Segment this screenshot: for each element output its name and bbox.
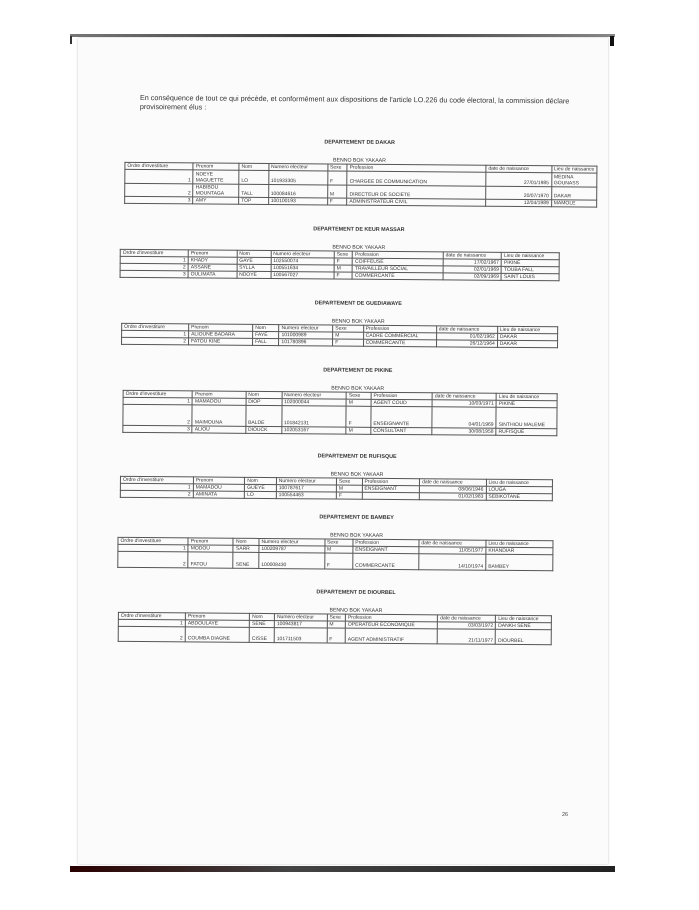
cell-nom: TALL <box>239 184 269 197</box>
cell-prenom: ABDOULAYE <box>185 620 249 628</box>
cell-ordre: 1 <box>118 544 188 552</box>
party-name: BENNO BOK YAKAAR <box>331 318 385 325</box>
cell-numero: 100008430 <box>259 552 325 569</box>
cell-nom: GAYE <box>237 257 271 264</box>
column-header-ordre-d-investiture: Ordre d'investiture <box>122 323 189 331</box>
department-title: DEPARTEMENT DE RUFISQUE <box>317 453 397 461</box>
cell-date: 04/01/1969 <box>432 407 496 429</box>
department-section-bambey <box>120 513 576 571</box>
cell-numero: 101780896 <box>279 339 333 346</box>
cell-numero: 101711503 <box>274 628 327 643</box>
scan-corner-mark-right <box>610 36 614 46</box>
cell-prenom: MODOU <box>188 545 233 552</box>
cell-date: 01/02/1962 <box>436 333 497 340</box>
column-header-lieu-de-naissance: Lieu de naissance <box>486 479 552 487</box>
cell-profession: CHARGEE DE COMMUNICATION <box>347 171 486 186</box>
department-section-pikine <box>125 366 578 436</box>
candidates-table <box>117 537 553 571</box>
table-row <box>118 551 553 570</box>
cell-ordre: 2 <box>120 263 188 271</box>
cell-prenom: HABIBOU MOUNTAGA <box>193 184 239 197</box>
cell-lieu: DAKAR <box>551 187 596 200</box>
intro-paragraph: En conséquence de tout ce qui précède, et conformément aux dispositions de l'article LO.226 du code électoral, la commission déclare provisoirement élus : <box>139 93 570 112</box>
column-header-sexe: Sexe <box>328 164 348 171</box>
cell-ordre: 3 <box>123 425 192 433</box>
cell-numero: 102000044 <box>282 399 347 407</box>
cell-prenom: MAMADOU <box>193 484 245 491</box>
cell-profession: OPERATEUR ECONOMIQUE <box>345 621 437 629</box>
cell-ordre: 3 <box>125 196 193 204</box>
cell-nom: FALL <box>253 338 279 345</box>
cell-prenom: AMY <box>193 197 239 204</box>
department-title: DEPARTEMENT DE KEUR MASSAR <box>313 226 405 234</box>
column-header-sexe: Sexe <box>346 392 371 399</box>
cell-lieu: DAKAR <box>497 333 557 340</box>
cell-profession: CADRE COMMERCIAL <box>363 332 436 340</box>
department-section-guediawaye <box>124 299 578 348</box>
cell-numero: 101842131 <box>281 406 346 428</box>
cell-date: 10/03/1971 <box>432 400 496 408</box>
cell-sexe: F <box>336 492 362 499</box>
candidates-table <box>122 390 557 436</box>
department-title: DEPARTEMENT DE PIKINE <box>323 367 393 374</box>
cell-ordre: 1 <box>123 397 192 405</box>
cell-numero: 102550074 <box>271 258 334 265</box>
cell-nom: SARR <box>233 545 259 552</box>
cell-lieu: DAKAR <box>497 340 557 347</box>
cell-prenom: MAMADOU <box>192 398 245 405</box>
column-header-numero-electeur: Numero electeur <box>268 164 327 171</box>
department-title: DEPARTEMENT DE BAMBEY <box>319 514 394 522</box>
cell-profession <box>362 492 420 499</box>
cell-prenom: ALIOUNE BADARA <box>189 331 253 339</box>
cell-profession: ENSEIGNANTE <box>371 406 432 427</box>
column-header-numero-electeur: Numero electeur <box>282 392 347 400</box>
column-header-prenom: Prenom <box>189 324 253 332</box>
cell-sexe: F <box>346 406 371 427</box>
column-header-profession: Profession <box>363 325 436 333</box>
column-header-prenom: Prenom <box>193 391 246 398</box>
column-header-ordre-d-investiture: Ordre d'investiture <box>120 249 188 257</box>
cell-numero: 101000989 <box>279 332 333 339</box>
column-header-date-de-naissance: date de naissance <box>438 615 496 622</box>
cell-prenom: FATOU <box>188 552 233 568</box>
cell-ordre: 1 <box>122 330 189 338</box>
cell-prenom: OULIMATA <box>188 271 236 278</box>
column-header-date-de-naissance: date de naissance <box>436 326 497 333</box>
cell-numero: 100084616 <box>268 185 327 198</box>
cell-profession: AGENT COUD <box>371 399 432 406</box>
column-header-lieu-de-naissance: Lieu de naissance <box>502 252 560 259</box>
cell-ordre: 1 <box>120 256 188 264</box>
cell-prenom: KHADY <box>188 257 236 264</box>
department-title: DEPARTEMENT DE DAKAR <box>324 139 395 147</box>
cell-sexe: M <box>334 265 352 272</box>
cell-nom: LO <box>239 170 269 184</box>
cell-date: 02/09/1969 <box>443 273 502 280</box>
cell-nom: CISSE <box>249 627 274 642</box>
department-section-diourbel <box>120 588 576 645</box>
cell-sexe: M <box>346 427 371 434</box>
party-name: BENNO BOK YAKAAR <box>333 157 386 164</box>
column-header-profession: Profession <box>347 164 486 172</box>
cell-numero: 100567027 <box>271 272 334 279</box>
department-section-dakar <box>127 138 595 207</box>
cell-lieu: SAINT LOUIS <box>501 273 559 280</box>
scan-corner-mark-left <box>70 36 72 44</box>
cell-numero: 100943817 <box>274 621 327 628</box>
cell-prenom: ALIOU <box>192 426 245 433</box>
cell-date: 21/11/1977 <box>437 629 495 644</box>
cell-sexe: F <box>333 339 363 346</box>
cell-prenom: COUMBA DIAGNE <box>185 627 249 643</box>
cell-lieu: MEDINA GOUNASS <box>551 173 596 187</box>
column-header-date-de-naissance: date de naissance <box>420 479 486 487</box>
cell-ordre: 3 <box>120 270 188 278</box>
cell-prenom: NDEYE MAGUETTE <box>193 170 239 184</box>
column-header-ordre-d-investiture: Ordre d'investiture <box>125 162 193 170</box>
cell-lieu: DIOURBEL <box>496 629 552 644</box>
cell-sexe: M <box>333 332 363 339</box>
column-header-lieu-de-naissance: Lieu de naissance <box>552 166 597 173</box>
candidates-table <box>124 162 597 208</box>
column-header-nom: Nom <box>245 477 277 484</box>
cell-profession: COMMERCANTE <box>352 272 443 280</box>
cell-profession: COMMERCANTE <box>353 553 419 570</box>
cell-numero: 100551634 <box>271 265 334 272</box>
cell-nom: SYLLA <box>237 264 271 271</box>
cell-nom: BALDE <box>246 405 282 426</box>
cell-date: 11/05/1977 <box>419 547 486 555</box>
column-header-numero-electeur: Numero electeur <box>276 478 336 485</box>
cell-lieu: PIKINE <box>496 400 557 407</box>
cell-lieu: KHANDIAR <box>486 547 553 555</box>
column-header-prenom: Prenom <box>193 163 239 170</box>
cell-date: 08/06/1946 <box>420 486 486 494</box>
column-header-numero-electeur: Numero electeur <box>259 538 325 546</box>
column-header-profession: Profession <box>371 392 432 399</box>
cell-numero: 100209787 <box>259 545 325 553</box>
cell-date: 27/01/1985 <box>486 172 552 187</box>
cell-date: 12/04/1989 <box>486 199 552 207</box>
cell-nom: LO <box>245 491 277 498</box>
scan-bottom-edge <box>70 866 615 872</box>
column-header-date-de-naissance: date de naissance <box>486 165 552 173</box>
column-header-sexe: Sexe <box>327 614 346 621</box>
cell-ordre: 2 <box>118 551 188 568</box>
cell-prenom: FATOU KINE <box>189 338 253 346</box>
cell-date: 01/02/1983 <box>419 493 485 501</box>
column-header-prenom: Prenom <box>193 477 245 484</box>
cell-ordre: 1 <box>118 619 185 627</box>
cell-lieu: TOUBA FALL <box>501 266 559 273</box>
table-row <box>123 404 557 428</box>
cell-date: 02/01/1969 <box>443 266 502 273</box>
column-header-profession: Profession <box>345 614 437 622</box>
cell-profession: TRAVAILLEUR SOCIAL <box>352 265 443 273</box>
cell-sexe: F <box>327 628 346 643</box>
cell-prenom: AMINATA <box>193 491 245 498</box>
cell-lieu: LOUGA <box>486 486 552 494</box>
cell-ordre: 2 <box>118 626 185 642</box>
column-header-sexe: Sexe <box>334 251 352 258</box>
party-name: BENNO BOK YAKAAR <box>330 471 384 478</box>
candidates-table <box>118 612 552 645</box>
column-header-date-de-naissance: date de naissance <box>432 393 496 401</box>
column-header-prenom: Prenom <box>188 538 233 545</box>
cell-numero: 102053167 <box>281 427 346 435</box>
cell-sexe: F <box>324 553 352 569</box>
cell-lieu: SINTHIOU MALEME <box>496 407 557 428</box>
cell-nom: SENE <box>250 620 275 627</box>
cell-ordre: 2 <box>123 404 193 426</box>
cell-profession: COIFFEUSE <box>352 258 443 266</box>
cell-sexe: M <box>327 621 346 628</box>
column-header-nom: Nom <box>246 391 282 398</box>
candidates-table <box>121 323 558 348</box>
column-header-profession: Profession <box>362 478 420 485</box>
departments-list <box>120 138 595 645</box>
cell-ordre: 1 <box>125 169 194 184</box>
column-header-prenom: Prenom <box>188 250 236 257</box>
column-header-lieu-de-naissance: Lieu de naissance <box>496 615 552 622</box>
page-number: 26 <box>562 812 569 818</box>
column-header-lieu-de-naissance: Lieu de naissance <box>486 540 553 548</box>
party-name: BENNO BOK YAKAAR <box>330 532 383 539</box>
cell-lieu: MAMOLE <box>551 200 596 207</box>
department-title: DEPARTEMENT DE GUEDIAWAYE <box>314 300 402 308</box>
candidates-table <box>120 476 553 501</box>
cell-nom: FAYE <box>253 331 279 338</box>
cell-prenom: ASSANE <box>188 264 236 271</box>
cell-date: 17/02/1967 <box>443 259 502 266</box>
cell-profession: COMMERCANTE <box>363 339 436 347</box>
cell-sexe: M <box>346 399 371 406</box>
cell-date: 14/10/1974 <box>419 554 486 571</box>
party-name: BENNO BOK YAKAAR <box>329 607 383 614</box>
cell-nom: TOP <box>239 197 269 204</box>
column-header-sexe: Sexe <box>333 325 363 332</box>
department-section-rufisque <box>122 452 577 501</box>
column-header-numero-electeur: Numero electeur <box>274 614 327 621</box>
cell-ordre: 2 <box>125 183 194 197</box>
column-header-nom: Nom <box>233 538 259 545</box>
cell-date: 20/07/1970 <box>486 186 552 200</box>
cell-profession: CONSULTANT <box>371 427 432 434</box>
column-header-nom: Nom <box>250 613 275 620</box>
cell-ordre: 1 <box>120 483 193 491</box>
cell-sexe: F <box>334 258 352 265</box>
cell-nom: NDOYE <box>237 271 271 278</box>
department-section-keur-massar <box>122 225 579 281</box>
cell-ordre: 2 <box>122 337 189 345</box>
column-header-sexe: Sexe <box>324 539 352 546</box>
cell-prenom: MAIMOUNA <box>192 405 245 426</box>
cell-lieu: PIKINE <box>501 259 559 266</box>
column-header-nom: Nom <box>239 163 269 170</box>
cell-lieu: BAMBEY <box>486 554 553 571</box>
cell-numero: 100554463 <box>276 492 336 499</box>
column-header-nom: Nom <box>253 324 279 331</box>
cell-date: 03/03/1972 <box>438 622 496 629</box>
department-title: DEPARTEMENT DE DIOURBEL <box>316 589 396 597</box>
document-content <box>120 93 595 645</box>
cell-sexe: M <box>327 185 347 198</box>
cell-numero: 100100193 <box>268 198 327 205</box>
column-header-sexe: Sexe <box>336 478 362 485</box>
column-header-ordre-d-investiture: Ordre d'investiture <box>120 476 193 484</box>
cell-date: 30/08/1958 <box>432 428 496 436</box>
column-header-numero-electeur: Numero electeur <box>279 325 333 332</box>
cell-nom: DIOP <box>246 398 282 405</box>
cell-profession: AGENT ADMINISTRATIF <box>345 628 437 644</box>
party-name: BENNO BOK YAKAAR <box>331 385 385 392</box>
cell-lieu: SEBIKOTANE <box>486 493 552 501</box>
cell-numero: 101933305 <box>268 171 327 185</box>
cell-profession: ADMINISTRATEUR CIVIL <box>347 198 486 206</box>
column-header-ordre-d-investiture: Ordre d'investiture <box>118 537 188 545</box>
table-row <box>118 626 551 644</box>
cell-sexe: F <box>334 272 352 279</box>
column-header-prenom: Prenom <box>185 613 249 621</box>
cell-numero: 100787617 <box>276 485 336 492</box>
column-header-nom: Nom <box>237 250 271 257</box>
candidates-table <box>120 249 560 281</box>
column-header-date-de-naissance: date de naissance <box>419 540 486 548</box>
column-header-ordre-d-investiture: Ordre d'investiture <box>123 390 192 398</box>
cell-nom: SENE <box>233 552 259 568</box>
column-header-lieu-de-naissance: Lieu de naissance <box>496 393 557 400</box>
column-header-profession: Profession <box>352 251 443 259</box>
cell-sexe: F <box>327 171 347 185</box>
cell-profession: ENSEIGNANT <box>362 485 420 492</box>
cell-date: 26/12/1964 <box>436 340 497 347</box>
column-header-ordre-d-investiture: Ordre d'investiture <box>118 612 185 620</box>
party-name: BENNO BOK YAKAAR <box>332 244 386 251</box>
cell-profession: ENSEIGNANT <box>353 546 419 554</box>
cell-profession: DIRECTEUR DE SOCIETE <box>347 185 486 199</box>
cell-ordre: 2 <box>120 490 193 498</box>
cell-sexe: M <box>336 485 362 492</box>
column-header-profession: Profession <box>353 539 419 547</box>
cell-lieu: DANKH SENE <box>496 622 552 629</box>
cell-sexe: F <box>327 198 347 205</box>
column-header-numero-electeur: Numero electeur <box>271 251 334 258</box>
cell-nom: GUEYE <box>245 484 277 491</box>
scan-top-edge <box>70 34 615 37</box>
cell-sexe: M <box>324 546 352 553</box>
cell-nom: DIOUCK <box>246 426 282 433</box>
column-header-lieu-de-naissance: Lieu de naissance <box>497 326 557 333</box>
cell-lieu: RUFISQUE <box>496 428 557 435</box>
column-header-date-de-naissance: date de naissance <box>443 252 502 259</box>
